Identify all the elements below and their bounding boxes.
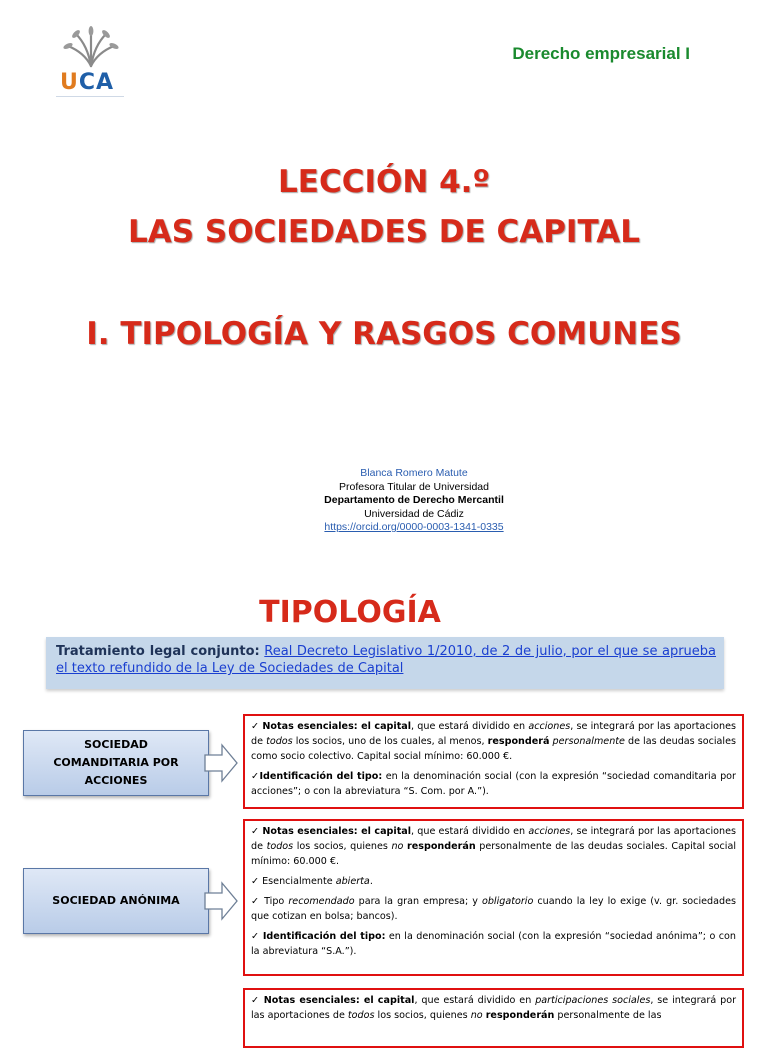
author-position: Profesora Titular de Universidad (339, 480, 489, 493)
sa-notes-open: ✓ Esencialmente abierta. (251, 876, 373, 887)
section-heading: I. TIPOLOGÍA Y RASGOS COMUNES (86, 316, 682, 352)
notes-box-sca (243, 714, 744, 809)
lesson-subtitle: LAS SOCIEDADES DE CAPITAL (128, 214, 640, 250)
uca-logo (56, 26, 126, 98)
logo-ca: CA (78, 70, 115, 95)
legal-link[interactable]: Real Decreto Legislativo 1/2010, de 2 de julio, por el que se aprueba el texto refundido de la Ley de Sociedades de Capital (56, 644, 717, 676)
notes-box-srl (243, 988, 744, 1048)
author-university: Universidad de Cádiz (364, 507, 464, 520)
course-title: Derecho empresarial I (512, 44, 690, 63)
tipologia-heading: TIPOLOGÍA (259, 595, 441, 630)
sa-notes-recommended: ✓ Tipo recomendado para la gran empresa; y obligatorio cuando la ley lo exige (v. gr. sociedades que cotizan en bolsa; bancos). (251, 896, 736, 922)
author-department: Departamento de Derecho Mercantil (324, 494, 504, 506)
author-block (0, 467, 768, 535)
orcid-link[interactable]: https://orcid.org/0000-0003-1341-0335 (324, 521, 504, 533)
logo-u: U (60, 70, 79, 95)
author-name: Blanca Romero Matute (360, 467, 468, 479)
logo-wordmark (60, 70, 114, 95)
sca-notes-essential: ✓ Notas esenciales: el capital, que estará dividido en acciones, se integrará por las aportaciones de todos los socios, uno de los cuales, al menos, responderá personalmente de las deudas sociales como socio colectivo. Capital social mínimo: 60.000 €. (251, 721, 736, 762)
type-label-sca: SOCIEDAD COMANDITARIA POR ACCIONES (53, 738, 179, 787)
srl-notes-essential: ✓ Notas esenciales: el capital, que estará dividido en participaciones sociales, se integrará por las aportaciones de todos los socios, quienes no responderán personalmente de las (251, 995, 737, 1021)
legal-treatment-text (56, 643, 716, 677)
type-box-sa (23, 868, 209, 934)
arrow-right-icon (204, 881, 238, 921)
type-label-sa: SOCIEDAD ANÓNIMA (52, 894, 180, 907)
legal-label: Tratamiento legal conjunto: (56, 644, 260, 659)
lesson-title: LECCIÓN 4.º (278, 164, 490, 200)
sa-notes-identification: ✓ Identificación del tipo: en la denominación social (con la expresión “sociedad anónima”; o con la abreviatura “S.A.”). (251, 931, 736, 957)
notes-box-sa (243, 819, 744, 976)
legal-treatment-box (46, 637, 724, 689)
sa-notes-essential: ✓ Notas esenciales: el capital, que estará dividido en acciones, se integrará por las aportaciones de todos los socios, quienes no responderán personalmente de las deudas sociales. Capital social mínimo: 60.000 €. (251, 826, 736, 867)
logo-rule (56, 96, 124, 97)
sca-notes-identification: ✓Identificación del tipo: en la denominación social (con la expresión “sociedad comanditaria por acciones”; o con la abreviatura “S. Com. por A.”). (251, 771, 736, 797)
type-box-sca (23, 730, 209, 796)
arrow-right-icon (204, 743, 238, 783)
uca-emblem-icon (56, 26, 126, 70)
